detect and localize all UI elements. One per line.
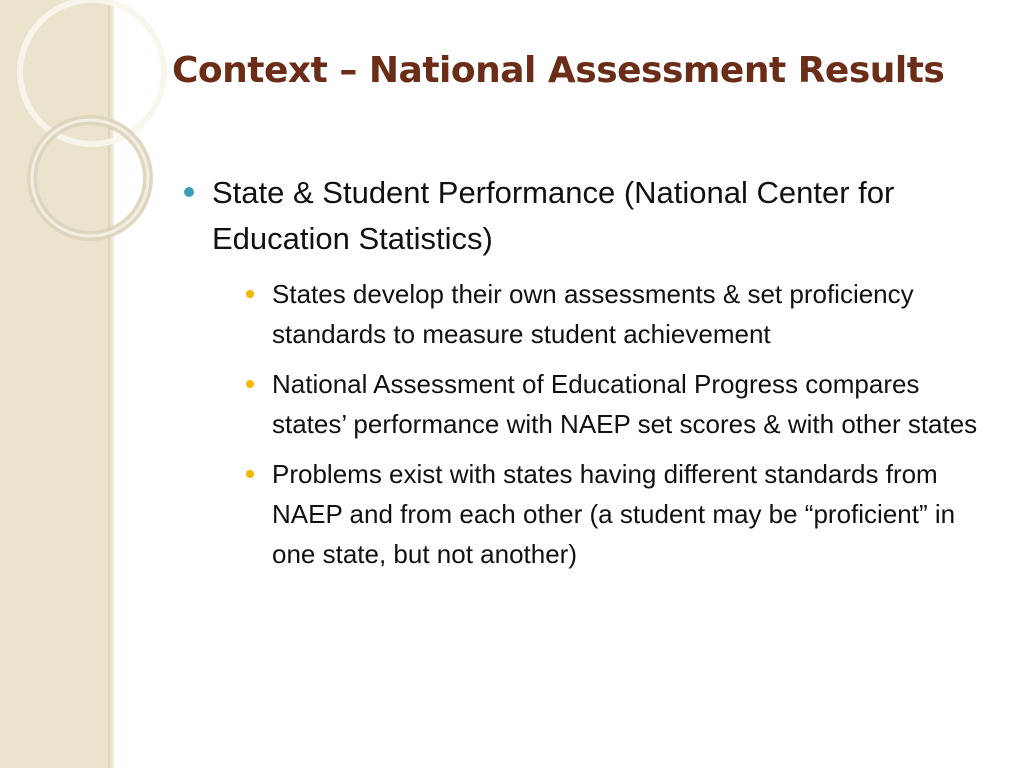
sub-bullet-text: National Assessment of Educational Progress compares states’ performance with NAEP set scores & with other states (272, 369, 978, 439)
bullet-item (180, 170, 980, 574)
sub-bullet-text: States develop their own assessments & set proficiency standards to measure student achievement (272, 279, 914, 349)
sub-bullet-item (240, 364, 980, 444)
decorative-circle-small-highlight (32, 120, 148, 236)
sub-bullet-item (240, 274, 980, 354)
sub-bullet-item (240, 454, 980, 574)
sub-bullet-dot-icon (246, 470, 254, 478)
bullet-list (180, 170, 980, 574)
sub-bullet-dot-icon (246, 380, 254, 388)
slide-content (180, 170, 980, 584)
sub-bullet-dot-icon (246, 290, 254, 298)
bullet-text: State & Student Performance (National Center for Education Statistics) (212, 175, 895, 256)
decorative-circles (0, 0, 160, 260)
sub-bullet-text: Problems exist with states having different standards from NAEP and from each other (a student may be “proficient” in one state, but not another) (272, 459, 956, 569)
slide-title: Context – National Assessment Results (172, 50, 945, 91)
bullet-dot-icon (184, 187, 194, 197)
sub-bullet-list (212, 274, 980, 574)
